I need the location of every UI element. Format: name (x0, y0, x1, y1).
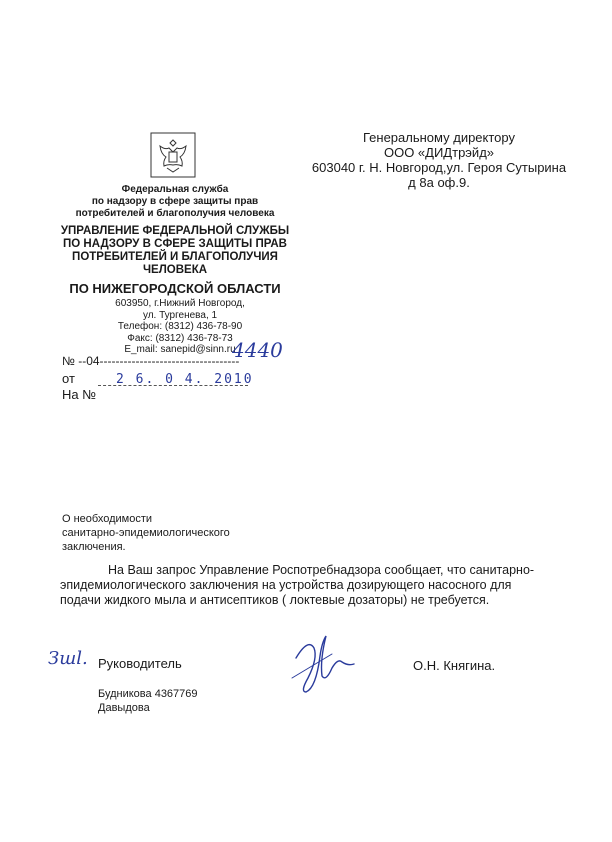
date-label: от (62, 371, 75, 386)
reply-label: На № (62, 387, 97, 402)
coat-of-arms-icon (150, 132, 196, 178)
directorate-name (55, 225, 295, 277)
recipient-line: ООО «ДИДтрэйд» (383, 145, 495, 160)
signatory-role: Руководитель (98, 656, 182, 671)
recipient-block (305, 130, 573, 190)
service-line: по надзору в сфере защиты прав (91, 196, 259, 207)
date-underline (98, 385, 248, 386)
directorate-line: УПРАВЛЕНИЕ ФЕДЕРАЛЬНОЙ СЛУЖБЫ (60, 225, 290, 237)
recipient-line: Генеральному директору (363, 130, 515, 145)
service-name (60, 184, 290, 220)
handwritten-number: 4440 (232, 338, 283, 362)
executor-line: Будникова 4367769 (98, 688, 198, 700)
region-name: ПО НИЖЕГОРОДСКОЙ ОБЛАСТИ (69, 281, 281, 296)
address-line: E_mail: sanepid@sinn.ru (124, 344, 236, 355)
handwritten-initials: Зшl. (48, 648, 88, 669)
recipient-line: д 8а оф.9. (408, 175, 470, 190)
body-line: эпидемиологического заключения на устройства дозирующего насосного для (60, 578, 512, 592)
outgoing-number: № --04----------------------------------- (62, 354, 240, 368)
executor-line: Давыдова (98, 702, 150, 714)
body-line: подачи жидкого мыла и антисептиков ( локтевые дозаторы) не требуется. (60, 593, 490, 607)
handwritten-signature (288, 628, 366, 696)
address-line: ул. Тургенева, 1 (142, 309, 218, 321)
address-line: Телефон: (8312) 436-78-90 (117, 321, 243, 332)
subject-line: санитарно-эпидемиологического (62, 527, 230, 539)
executors-block (98, 687, 198, 715)
service-line: потребителей и благополучия человека (75, 208, 275, 219)
subject-block (62, 512, 230, 554)
recipient-line: 603040 г. Н. Новгород,ул. Героя Сутырина (311, 160, 567, 175)
directorate-line: ЧЕЛОВЕКА (142, 264, 208, 276)
letter-body (60, 563, 580, 608)
service-line: Федеральная служба (121, 184, 229, 195)
subject-line: О необходимости (62, 513, 153, 525)
address-line: 603950, г.Нижний Новгород, (115, 298, 245, 309)
signatory-name: О.Н. Княгина. (413, 658, 496, 673)
subject-line: заключения. (62, 541, 126, 553)
directorate-line: ПОТРЕБИТЕЛЕЙ И БЛАГОПОЛУЧИЯ (72, 251, 278, 263)
address-line: Факс: (8312) 436-78-73 (127, 332, 233, 344)
date-stamp: 2 6. 0 4. 2010 (116, 372, 254, 387)
directorate-line: ПО НАДЗОРУ В СФЕРЕ ЗАЩИТЫ ПРАВ (63, 238, 287, 250)
body-line: На Ваш запрос Управление Роспотребнадзора сообщает, что санитарно- (108, 563, 535, 577)
